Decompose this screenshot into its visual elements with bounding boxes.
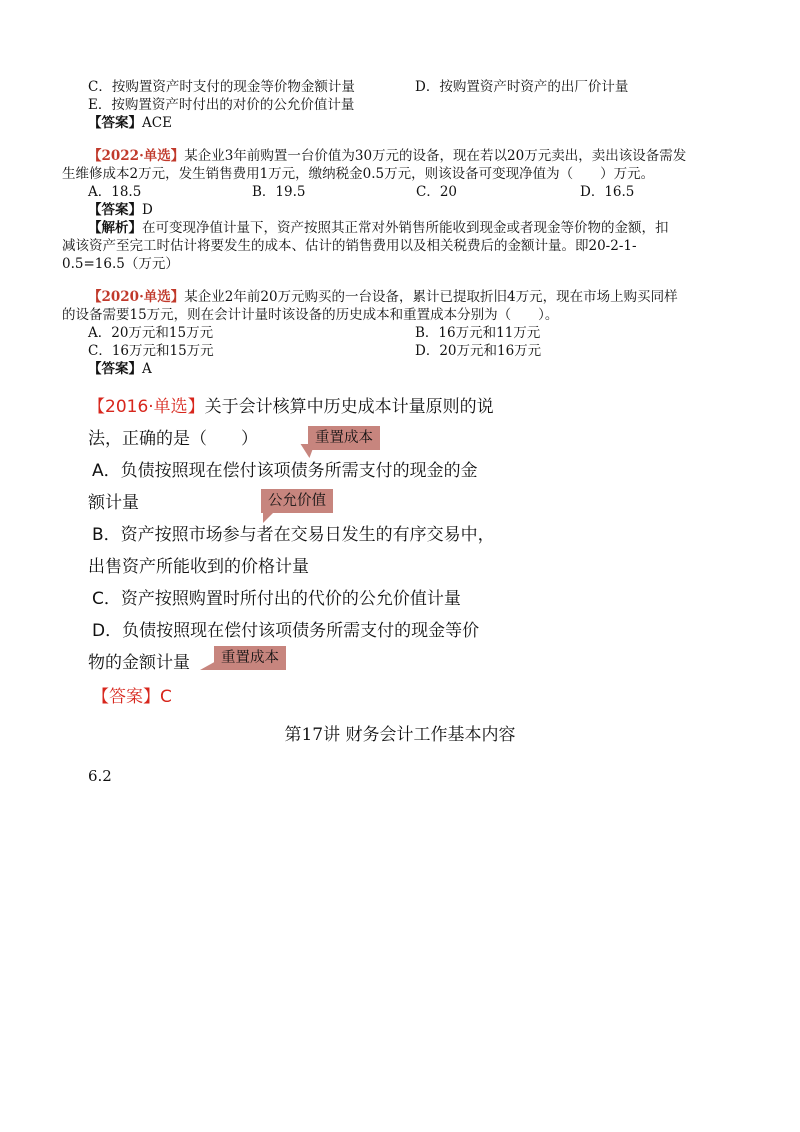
q2020-option-d: D．20万元和16万元 xyxy=(415,343,542,359)
q2022-answer xyxy=(88,201,153,219)
q2022-option-b: B．19.5 xyxy=(252,184,306,200)
q2016-stem-line1 xyxy=(88,395,494,419)
q2020-tag: 【2020·单选】 xyxy=(88,289,185,305)
q2022-answer-value: D xyxy=(142,202,153,218)
option-e: E．按购置资产时付出的对价的公允价值计量 xyxy=(88,97,355,113)
q2022-option-d: D．16.5 xyxy=(580,184,635,200)
q2016-stem1: 关于会计核算中历史成本计量原则的说 xyxy=(204,397,494,417)
q2022-analysis2: 减该资产至完工时估计将要发生的成本、估计的销售费用以及相关税费后的金额计量。即20-2-1- xyxy=(62,238,637,254)
q2020-option-c: C．16万元和15万元 xyxy=(88,343,214,359)
q2016-option-b-line2: 出售资产所能收到的价格计量 xyxy=(88,557,309,577)
q2016-option-c: C．资产按照购置时所付出的代价的公允价值计量 xyxy=(92,589,461,609)
q2016-tag: 【2016·单选】 xyxy=(88,397,205,417)
section-title: 第17讲 财务会计工作基本内容 xyxy=(284,725,516,745)
q2022-analysis-line1 xyxy=(88,219,669,237)
q2022-stem2: 生维修成本2万元，发生销售费用1万元，缴纳税金0.5万元，则该设备可变现净值为（ ）万元。 xyxy=(62,166,655,182)
callout-replacement-cost-2: 重置成本 xyxy=(214,646,286,670)
q2022-answer-tag: 【答案】 xyxy=(88,202,142,218)
q2022-option-c: C．20 xyxy=(416,184,458,200)
q2016-stem2: 法，正确的是（ ） xyxy=(88,429,258,449)
answer-line xyxy=(88,114,172,132)
q2016-option-b-line1: B．资产按照市场参与者在交易日发生的有序交易中， xyxy=(92,525,495,545)
callout-replacement-cost-1: 重置成本 xyxy=(308,426,380,450)
q2020-option-b: B．16万元和11万元 xyxy=(415,325,541,341)
q2022-analysis1: 在可变现净值计量下，资产按照其正常对外销售所能收到现金或者现金等价物的金额，扣 xyxy=(142,220,669,236)
q2016-answer-text: 【答案】C xyxy=(92,687,172,707)
q2022-stem1: 某企业3年前购置一台价值为30万元的设备，现在若以20万元卖出，卖出该设备需发 xyxy=(184,148,687,164)
q2020-stem2: 的设备需要15万元，则在会计计量时该设备的历史成本和重置成本分别为（ ）。 xyxy=(62,307,559,323)
q2022-option-a: A．18.5 xyxy=(88,184,142,200)
q2022-tag: 【2022·单选】 xyxy=(88,148,185,164)
q2016-option-a-line1: A．负债按照现在偿付该项债务所需支付的现金的金 xyxy=(92,461,478,481)
option-d: D．按购置资产时资产的出厂价计量 xyxy=(415,79,629,95)
q2022-analysis3: 0.5=16.5（万元） xyxy=(62,256,179,272)
q2016-option-d-line1: D．负债按照现在偿付该项债务所需支付的现金等价 xyxy=(92,621,480,641)
q2016-answer xyxy=(92,685,172,709)
q2016-option-a-line2: 额计量 xyxy=(88,493,139,513)
q2022-analysis-tag: 【解析】 xyxy=(88,220,142,236)
q2020-stem1: 某企业2年前20万元购买的一台设备，累计已提取折旧4万元，现在市场上购买同样 xyxy=(184,289,678,305)
callout-fair-value: 公允价值 xyxy=(261,489,333,513)
q2022-stem-line1 xyxy=(88,147,686,165)
q2020-stem-line1 xyxy=(88,288,678,306)
q2020-answer xyxy=(88,360,152,378)
q2020-option-a: A．20万元和15万元 xyxy=(88,325,214,341)
answer-value: ACE xyxy=(142,115,172,131)
option-c: C．按购置资产时支付的现金等价物金额计量 xyxy=(88,79,355,95)
q2020-answer-value: A xyxy=(142,361,152,377)
answer-tag: 【答案】 xyxy=(88,115,142,131)
footer-number: 6.2 xyxy=(88,767,112,785)
q2016-option-d-line2: 物的金额计量 xyxy=(88,653,190,673)
q2020-answer-tag: 【答案】 xyxy=(88,361,142,377)
